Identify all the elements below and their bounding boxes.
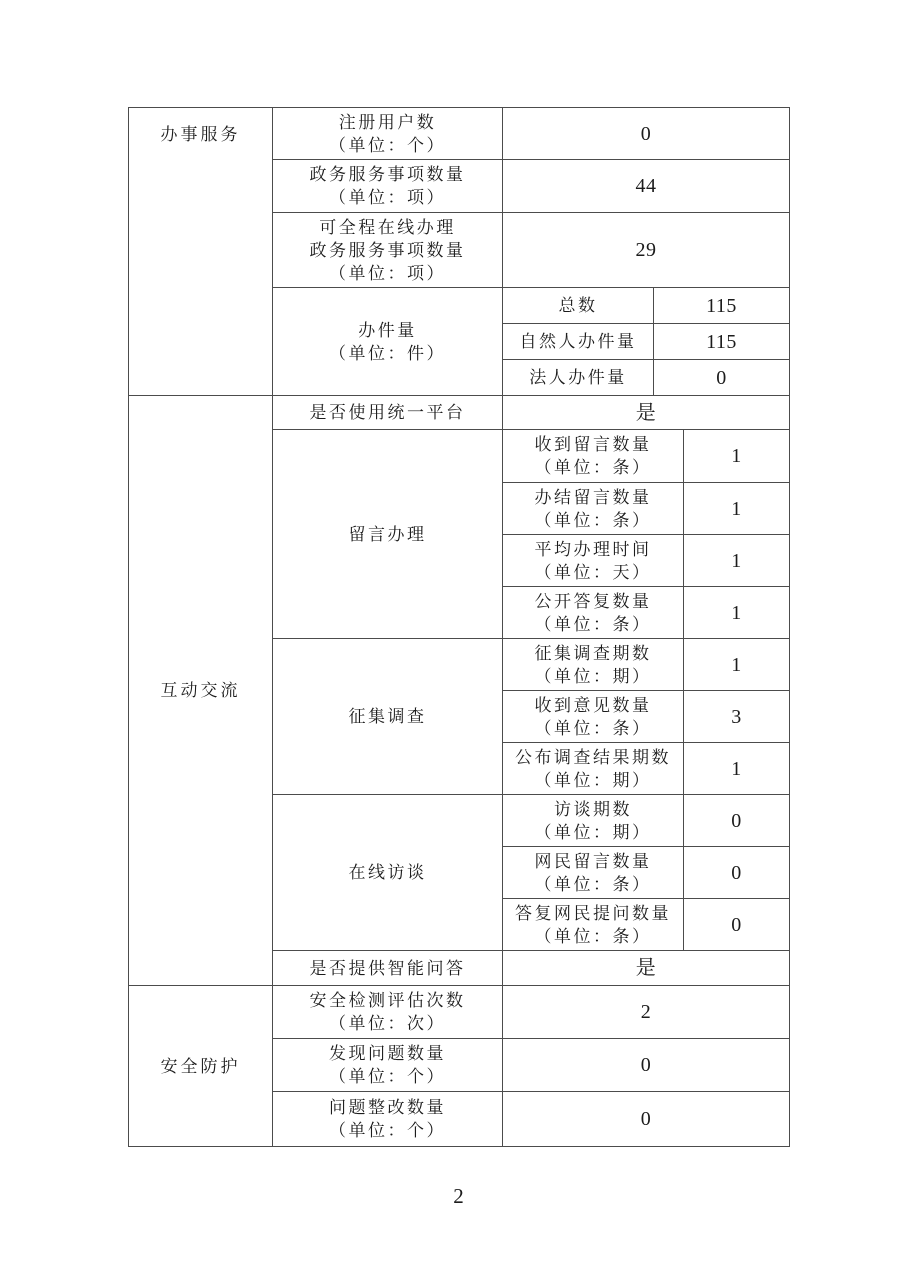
label-line: （单位：个） xyxy=(329,135,446,155)
sub-metric-value-cell xyxy=(684,535,790,587)
metric-label-cell xyxy=(273,951,503,986)
sub-metric-value-cell xyxy=(684,847,790,899)
sub-metric-label-cell xyxy=(503,324,654,360)
label-line: 0 xyxy=(640,1108,652,1130)
label-line: 在线访谈 xyxy=(348,863,427,882)
label-line: 2 xyxy=(640,1001,652,1023)
label-line: 3 xyxy=(731,705,742,728)
sub-metric-value-cell xyxy=(654,324,790,360)
sub-metric-value-cell xyxy=(684,430,790,483)
label-line: 政务服务事项数量 xyxy=(309,165,466,184)
label-line: 政务服务事项数量 xyxy=(309,240,466,260)
label-line: 0 xyxy=(731,861,742,884)
category-cell xyxy=(129,396,273,986)
sub-metric-label-cell xyxy=(503,691,684,743)
label-line: 0 xyxy=(716,366,727,389)
sub-metric-label-cell xyxy=(503,587,684,639)
label-line: 是 xyxy=(635,401,657,424)
indicator-table-section xyxy=(128,985,790,1147)
metric-label-cell xyxy=(273,1039,503,1092)
label-line: 0 xyxy=(731,913,742,936)
sub-metric-label-cell xyxy=(503,360,654,396)
label-line: 网民留言数量 xyxy=(534,851,652,871)
label-line: （单位：条） xyxy=(534,614,652,634)
label-line: 115 xyxy=(706,330,737,353)
sub-metric-label-cell xyxy=(503,430,684,483)
metric-value-cell xyxy=(503,396,790,430)
label-line: 1 xyxy=(731,757,742,780)
sub-metric-value-cell xyxy=(684,587,790,639)
label-line: （单位：件） xyxy=(329,343,446,363)
indicator-table-section xyxy=(128,107,790,396)
sub-metric-value-cell xyxy=(684,691,790,743)
label-line: 互动交流 xyxy=(160,681,241,700)
label-line: 公开答复数量 xyxy=(534,591,652,611)
label-line: 1 xyxy=(731,549,742,572)
sub-metric-label-cell xyxy=(503,288,654,324)
label-line: （单位：个） xyxy=(329,1121,446,1140)
sub-metric-label-cell xyxy=(503,535,684,587)
label-line: 29 xyxy=(635,239,657,261)
label-line: 办件量 xyxy=(358,320,417,340)
label-line: 115 xyxy=(706,294,737,317)
label-line: 自然人办件量 xyxy=(519,332,637,351)
label-line: 留言办理 xyxy=(348,524,427,544)
label-line: 答复网民提问数量 xyxy=(515,903,671,923)
label-line: 44 xyxy=(635,175,657,197)
label-line: 0 xyxy=(731,809,742,832)
label-line: （单位：期） xyxy=(534,822,652,842)
label-line: 发现问题数量 xyxy=(329,1044,446,1063)
sub-metric-label-cell xyxy=(503,795,684,847)
label-line: 安全防护 xyxy=(160,1056,241,1076)
label-line: 总数 xyxy=(558,296,598,315)
label-line: 办结留言数量 xyxy=(534,487,652,507)
label-line: （单位：条） xyxy=(534,718,652,738)
label-line: 是否提供智能问答 xyxy=(309,958,466,978)
label-line: （单位：条） xyxy=(534,458,652,477)
label-line: 1 xyxy=(731,445,742,467)
label-line: （单位：期） xyxy=(534,666,652,686)
metric-label-cell xyxy=(273,1092,503,1147)
label-line: 0 xyxy=(640,122,652,145)
label-line: 收到意见数量 xyxy=(534,695,652,715)
label-line: 可全程在线办理 xyxy=(319,217,456,237)
label-line: 法人办件量 xyxy=(529,368,627,387)
metric-label-cell xyxy=(273,430,503,639)
metric-value-cell xyxy=(503,1039,790,1092)
label-line: 是否使用统一平台 xyxy=(309,403,466,422)
metric-label-cell xyxy=(273,160,503,213)
sub-metric-value-cell xyxy=(684,899,790,951)
metric-label-cell xyxy=(273,288,503,396)
sub-metric-label-cell xyxy=(503,743,684,795)
label-line: 注册用户数 xyxy=(338,112,437,132)
sub-metric-value-cell xyxy=(654,360,790,396)
metric-label-cell xyxy=(273,396,503,430)
label-line: 1 xyxy=(731,653,742,676)
metric-value-cell xyxy=(503,986,790,1039)
label-line: 0 xyxy=(640,1054,652,1076)
sub-metric-value-cell xyxy=(684,743,790,795)
sub-metric-value-cell xyxy=(684,639,790,691)
label-line: 办事服务 xyxy=(160,125,241,144)
label-line: （单位：项） xyxy=(329,188,446,207)
table-row xyxy=(129,396,790,430)
label-line: 安全检测评估次数 xyxy=(309,991,466,1010)
sub-metric-label-cell xyxy=(503,847,684,899)
indicator-table-section xyxy=(128,395,790,986)
table-row xyxy=(129,108,790,160)
label-line: 平均办理时间 xyxy=(534,539,652,559)
metric-label-cell xyxy=(273,639,503,795)
label-line: 访谈期数 xyxy=(554,799,632,819)
sub-metric-value-cell xyxy=(684,483,790,535)
sub-metric-value-cell xyxy=(684,795,790,847)
metric-label-cell xyxy=(273,986,503,1039)
metric-label-cell xyxy=(273,795,503,951)
label-line: 收到留言数量 xyxy=(534,435,652,454)
sub-metric-label-cell xyxy=(503,899,684,951)
label-line: 1 xyxy=(731,497,742,520)
label-line: （单位：条） xyxy=(534,510,652,530)
label-line: （单位：个） xyxy=(329,1067,446,1086)
metric-value-cell xyxy=(503,108,790,160)
metric-value-cell xyxy=(503,1092,790,1147)
metric-value-cell xyxy=(503,213,790,288)
page-number: 2 xyxy=(453,1184,464,1208)
indicator-table xyxy=(128,107,789,1147)
label-line: （单位：天） xyxy=(534,562,652,582)
metric-value-cell xyxy=(503,951,790,986)
label-line: （单位：次） xyxy=(329,1014,446,1033)
category-cell xyxy=(129,108,273,396)
label-line: 1 xyxy=(731,601,742,624)
label-line: （单位：项） xyxy=(329,263,446,283)
sub-metric-label-cell xyxy=(503,483,684,535)
category-cell xyxy=(129,986,273,1147)
table-row xyxy=(129,986,790,1039)
label-line: 问题整改数量 xyxy=(329,1098,446,1117)
label-line: （单位：条） xyxy=(534,926,652,946)
sub-metric-label-cell xyxy=(503,639,684,691)
metric-label-cell xyxy=(273,108,503,160)
label-line: （单位：期） xyxy=(534,770,652,790)
metric-value-cell xyxy=(503,160,790,213)
label-line: 征集调查 xyxy=(348,707,427,726)
label-line: 是 xyxy=(635,957,657,979)
label-line: 征集调查期数 xyxy=(534,643,652,663)
sub-metric-value-cell xyxy=(654,288,790,324)
metric-label-cell xyxy=(273,213,503,288)
label-line: 公布调查结果期数 xyxy=(515,747,671,767)
label-line: （单位：条） xyxy=(534,874,652,894)
